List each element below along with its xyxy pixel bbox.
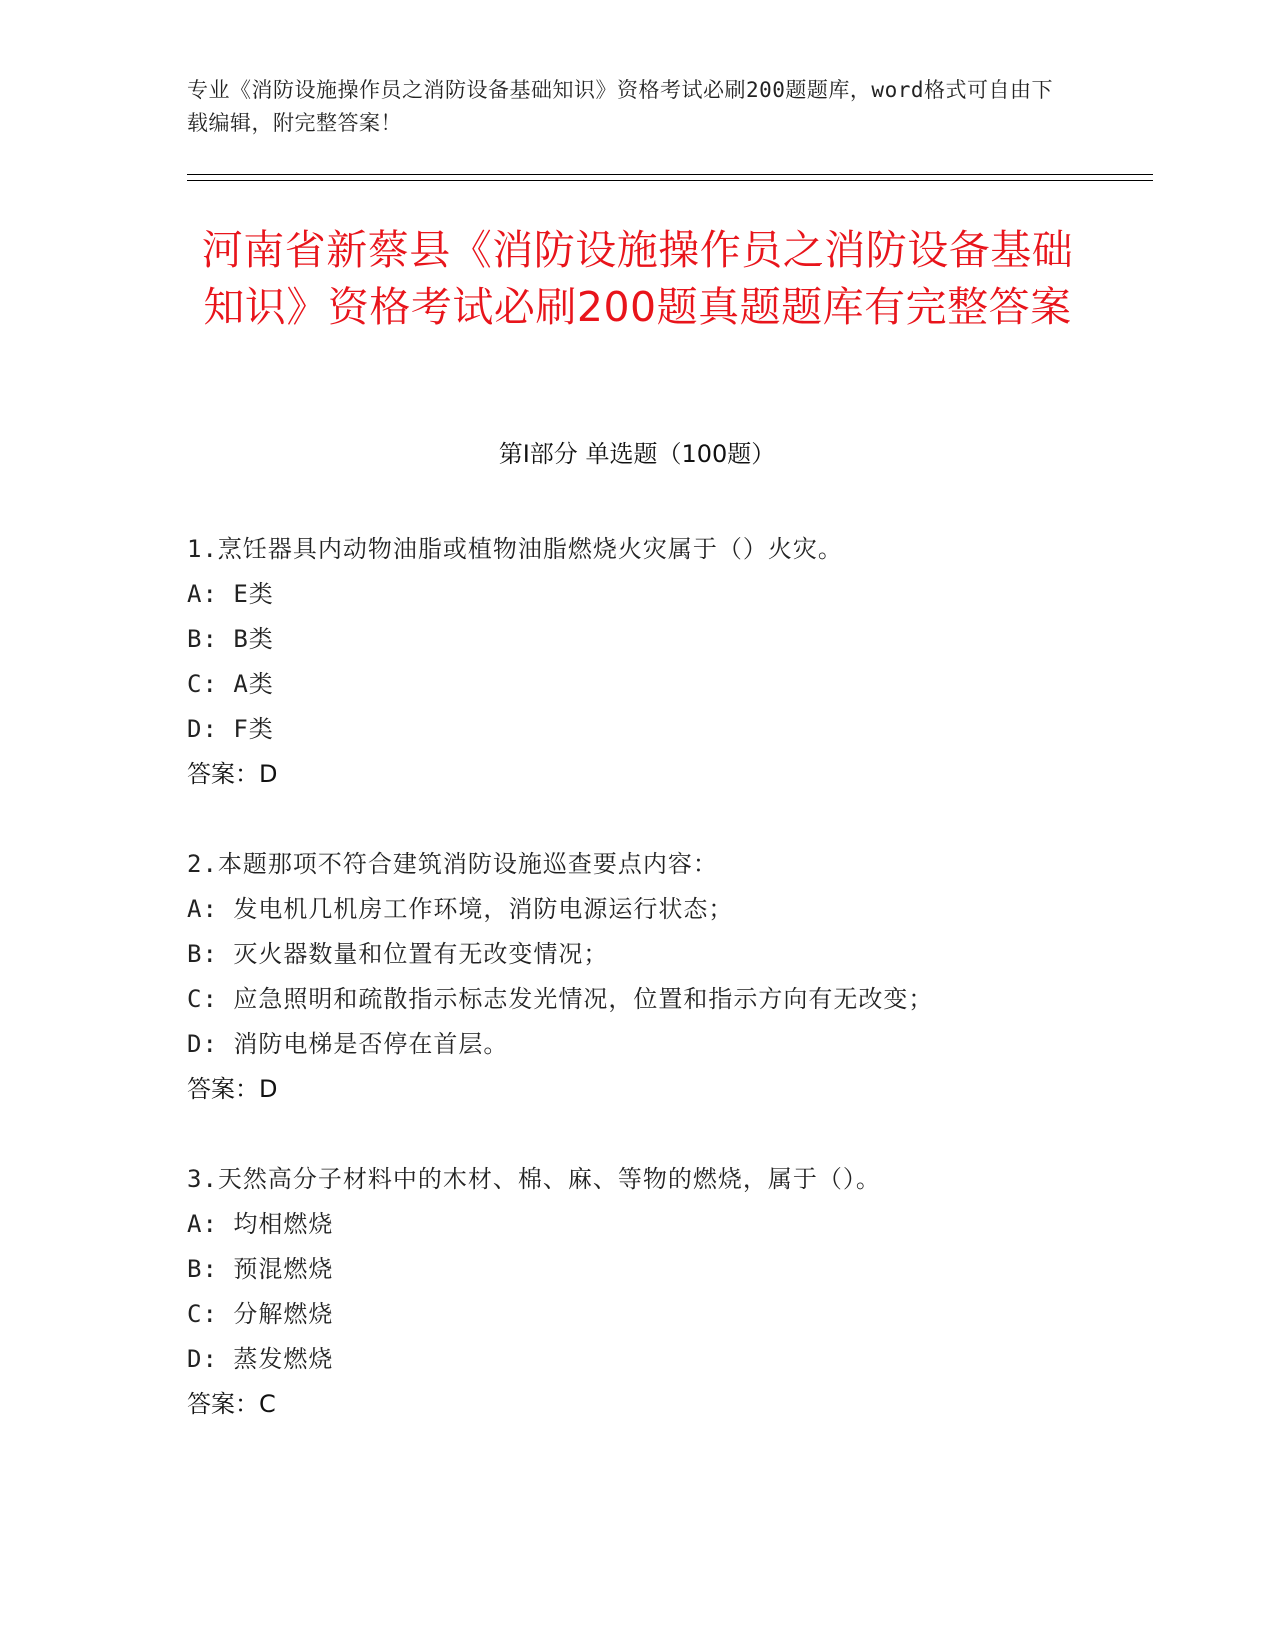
option-a: A: 均相燃烧: [187, 1210, 334, 1238]
option-b: B: 灭火器数量和位置有无改变情况；: [187, 940, 609, 968]
question-list: [187, 527, 1087, 1472]
option-a: A: E类: [187, 580, 274, 608]
answer: 答案：D: [187, 1075, 278, 1103]
option-d: D: 消防电梯是否停在首层。: [187, 1030, 509, 1058]
option-d: D: F类: [187, 715, 274, 743]
answer: 答案：D: [187, 760, 278, 788]
header-divider-bottom: [187, 180, 1153, 181]
header-divider-top: [187, 174, 1153, 175]
option-b: B: B类: [187, 625, 274, 653]
option-c: C: 分解燃烧: [187, 1300, 334, 1328]
question-3: [187, 1157, 1087, 1427]
question-stem: 3.天然高分子材料中的木材、棉、麻、等物的燃烧，属于（）。: [187, 1165, 881, 1193]
header-note: 专业《消防设施操作员之消防设备基础知识》资格考试必刷200题题库，word格式可自由下载编辑，附完整答案！: [187, 78, 1053, 135]
option-d: D: 蒸发燃烧: [187, 1345, 334, 1373]
option-c: C: 应急照明和疏散指示标志发光情况，位置和指示方向有无改变；: [187, 985, 934, 1013]
option-c: C: A类: [187, 670, 274, 698]
section-title: 第I部分 单选题（100题）: [498, 440, 776, 468]
option-a: A: 发电机几机房工作环境，消防电源运行状态；: [187, 895, 734, 923]
document-title: 河南省新蔡县《消防设施操作员之消防设备基础知识》资格考试必刷200题真题题库有完整答案: [201, 226, 1074, 331]
question-2: [187, 842, 1087, 1112]
option-b: B: 预混燃烧: [187, 1255, 334, 1283]
question-1: [187, 527, 1087, 797]
answer: 答案：C: [187, 1390, 276, 1418]
question-stem: 1.烹饪器具内动物油脂或植物油脂燃烧火灾属于（）火灾。: [187, 535, 843, 563]
question-stem: 2.本题那项不符合建筑消防设施巡查要点内容：: [187, 850, 718, 878]
